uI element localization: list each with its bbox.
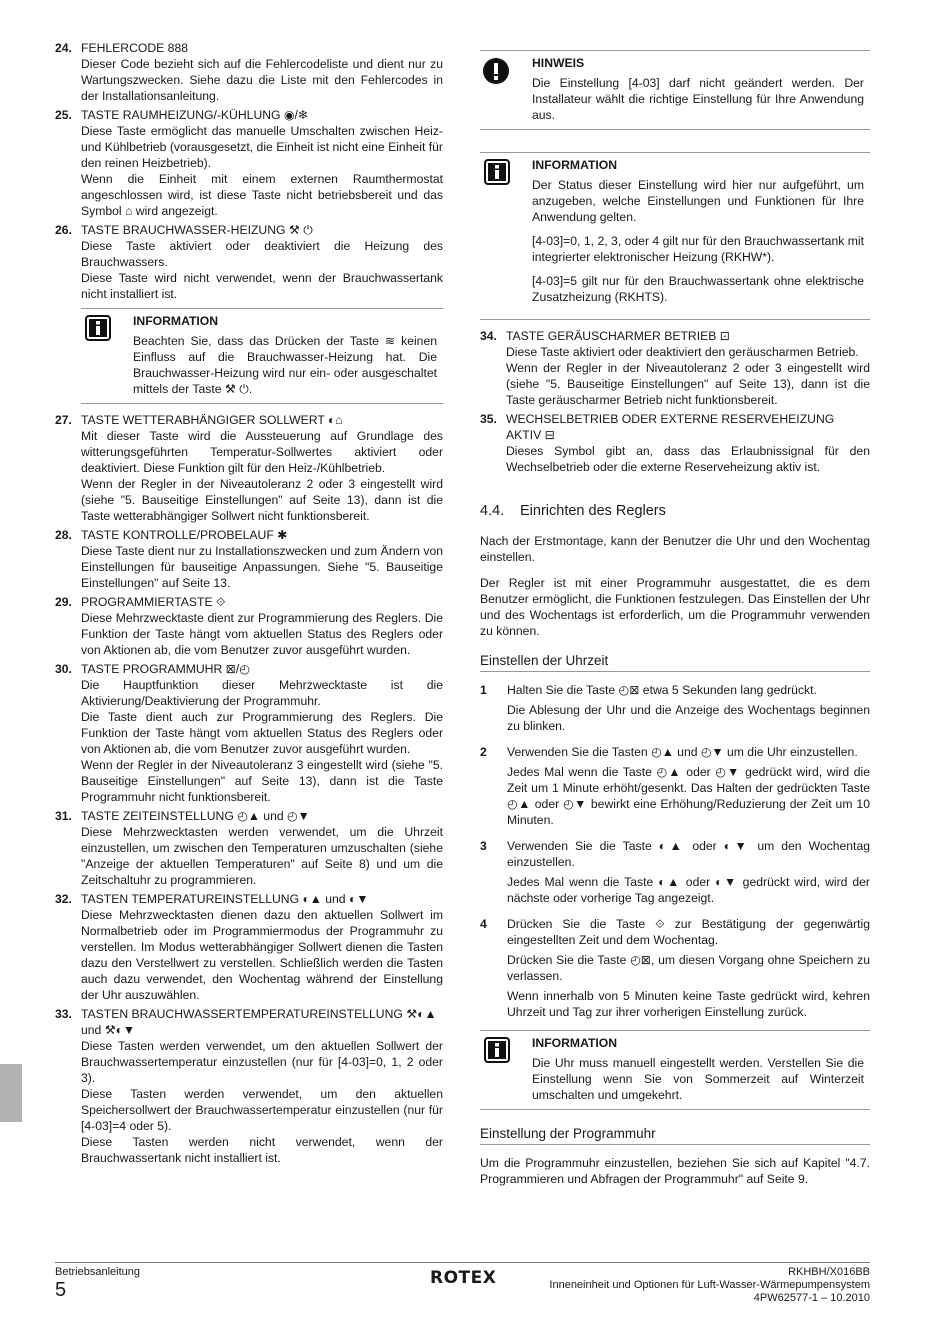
item-heading: TASTE GERÄUSCHARMER BETRIEB ⊡ — [506, 329, 730, 343]
item-text: Wenn die Einheit mit einem externen Raumthermostat angeschlossen wird, ist diese Taste nicht betriebsbereit und das Symbol ⌂ wird angezeigt. — [81, 172, 443, 218]
footer-doc-type: Betriebsanleitung — [55, 1266, 141, 1278]
item-text: Diese Taste aktiviert oder deaktiviert die Heizung des Brauchwassers. — [81, 239, 443, 269]
item-text: Wenn der Regler in der Niveautoleranz 2 oder 3 eingestellt wird (siehe "5. Bauseitige Einstellungen" auf Seite 13), dann ist die Taste wetterabhängiger Sollwert nicht funktionsbereit. — [81, 477, 443, 523]
footer-rule — [55, 1262, 870, 1263]
item-text: Mit dieser Taste wird die Aussteuerung auf Grundlage des witterungsgeführten Temperatur-Sollwertes aktiviert oder deaktiviert. Diese Funktion gilt für den Heiz-/Kühlbetrieb. — [81, 429, 443, 475]
item-text: Wenn der Regler in der Niveautoleranz 2 oder 3 eingestellt wird (siehe "5. Bauseitige Einstellungen" auf Seite 13), dann ist die Taste geräuscharmer Betrieb nicht funktionsbereit. — [506, 361, 870, 407]
item-heading: WECHSELBETRIEB ODER EXTERNE RESERVEHEIZUNG AKTIV ⊟ — [506, 412, 835, 442]
item-text: Diese Tasten werden verwendet, um den aktuellen Speichersollwert der Brauchwassertemperatur einzustellen (nur für [4-03]=4 oder 5). — [81, 1087, 443, 1133]
item-heading: TASTEN BRAUCHWASSERTEMPERATUREINSTELLUNG ⚒◐▲ und ⚒◐▼ — [81, 1007, 437, 1037]
outro-paragraph: Um die Programmuhr einzustellen, beziehen Sie sich auf Kapitel "4.7. Programmieren und Abfragen der Programmuhr" auf Seite 9. — [480, 1156, 870, 1186]
information-note-3 — [480, 1030, 870, 1110]
subheading-program-clock: Einstellung der Programmuhr — [480, 1126, 870, 1145]
list-item — [480, 328, 870, 408]
note-title: INFORMATION — [532, 158, 618, 172]
note-paragraph: [4-03]=5 gilt nur für den Brauchwassertank ohne elektrische Zusatzheizung (RKHTS). — [532, 274, 864, 304]
step-text: Verwenden Sie die Taste ◐▲ oder ◐▼ um den Wochentag einzustellen. — [507, 839, 870, 869]
item-text: Die Hauptfunktion dieser Mehrzwecktaste ist die Aktivierung/Deaktivierung der Programmuhr. — [81, 678, 443, 708]
chapter-tab-marker — [0, 1064, 22, 1122]
list-item — [55, 527, 443, 591]
hinweis-title: HINWEIS — [532, 56, 585, 70]
item-text: Diese Tasten werden nicht verwendet, wenn der Brauchwassertank nicht installiert ist. — [81, 1135, 443, 1165]
item-text: Dieser Code bezieht sich auf die Fehlercodeliste und dient nur zu Wartungszwecken. Siehe dazu die Liste mit den Fehlercodes in der Installationsanleitung. — [81, 57, 443, 103]
list-item — [480, 411, 870, 475]
note-title: INFORMATION — [133, 314, 219, 328]
list-item — [55, 891, 443, 1003]
item-number: 28. — [55, 528, 72, 542]
hinweis-note — [480, 50, 870, 130]
item-text: Diese Taste wird nicht verwendet, wenn der Brauchwassertank nicht installiert ist. — [81, 271, 443, 301]
step-text: Jedes Mal wenn die Taste ◐▲ oder ◐▼ gedrückt wird, wird der nächste oder vorherige Tag angezeigt. — [507, 875, 870, 905]
step-text: Verwenden Sie die Tasten ◴▲ und ◴▼ um die Uhr einzustellen. — [507, 745, 858, 759]
step-item — [480, 744, 870, 828]
step-item — [480, 838, 870, 906]
item-heading: PROGRAMMIERTASTE ⟐ — [81, 595, 226, 609]
item-heading: TASTE RAUMHEIZUNG/-KÜHLUNG ◉/❄ — [81, 108, 309, 122]
warning-icon — [482, 57, 510, 85]
left-column — [55, 40, 443, 1169]
list-item — [55, 40, 443, 104]
intro-paragraph: Der Regler ist mit einer Programmuhr ausgestattet, die es dem Benutzer ermöglicht, die Funktionen festzulegen. Das Einstellen der Uhr und des Wochentags ist erforderlich, um die Programmuhr verwenden zu können. — [480, 576, 870, 638]
item-heading: TASTE PROGRAMMUHR ⊠/◴ — [81, 662, 250, 676]
footer-description: Inneneinheit und Optionen für Luft-Wasser-Wärmepumpensystem — [549, 1279, 870, 1291]
item-number: 27. — [55, 413, 72, 427]
item-heading: TASTE KONTROLLE/PROBELAUF ✱ — [81, 528, 288, 542]
item-text: Dieses Symbol gibt an, dass das Erlaubnissignal für den Wechselbetrieb oder die externe Reserveheizung aktiv ist. — [506, 444, 870, 474]
step-number: 1 — [480, 683, 487, 697]
page-number: 5 — [55, 1279, 67, 1301]
item-heading: TASTE ZEITEINSTELLUNG ◴▲ und ◴▼ — [81, 809, 310, 823]
section-number: 4.4. — [480, 503, 505, 519]
item-number: 34. — [480, 329, 497, 343]
item-number: 29. — [55, 595, 72, 609]
step-text: Halten Sie die Taste ◴⊠ etwa 5 Sekunden lang gedrückt. — [507, 683, 817, 697]
step-number: 4 — [480, 917, 487, 931]
item-number: 31. — [55, 809, 72, 823]
item-number: 30. — [55, 662, 72, 676]
right-column — [480, 40, 870, 1197]
item-number: 25. — [55, 108, 72, 122]
intro-paragraph: Nach der Erstmontage, kann der Benutzer die Uhr und den Wochentag einstellen. — [480, 534, 870, 564]
footer-doc-number: 4PW62577-1 – 10.2010 — [753, 1292, 870, 1304]
item-text: Diese Taste dient nur zu Installationszwecken und zum Ändern von Einstellungen für bauseitige Anpassungen. Siehe "5. Bauseitige Einstellungen" auf Seite 13. — [81, 544, 443, 590]
info-icon — [484, 1037, 510, 1063]
information-note — [81, 308, 443, 404]
item-text: Diese Mehrzwecktasten dienen dazu den aktuellen Sollwert im Normalbetrieb oder im Programmiermodus der Programmuhr zu verstellen. Im Modus wetterabhängiger Sollwert dienen die Tasten dazu den Verstellwert zu verstellen. Schließlich werden die Tasten auch dazu verwendet, den Wochentag während der Einstellung der Uhr auszuwählen. — [81, 908, 443, 1002]
note-paragraph: Der Status dieser Einstellung wird hier nur aufgeführt, um anzugeben, welche Einstellungen und Funktionen für Ihre Anwendung gelten. — [532, 178, 864, 224]
item-text: Wenn der Regler in der Niveautoleranz 3 eingestellt wird (siehe "5. Bauseitige Einstellungen" auf Seite 13), dann ist die Taste Programmuhr nicht funktionsbereit. — [81, 758, 443, 804]
section-title: Einrichten des Reglers — [520, 503, 666, 519]
step-number: 3 — [480, 839, 487, 853]
note-text: Die Uhr muss manuell eingestellt werden. Verstellen Sie die Einstellung wenn Sie von Sommerzeit auf Winterzeit umschalten und umgekehrt. — [532, 1056, 864, 1102]
item-text: Diese Tasten werden verwendet, um den aktuellen Sollwert der Brauchwassertemperatur einzustellen (nur für [4-03]=0, 1, 2 oder 3). — [81, 1039, 443, 1085]
item-text: Diese Mehrzwecktasten werden verwendet, um die Uhrzeit einzustellen, um zwischen den Temperaturen umzuschalten (siehe "Anzeige der aktuellen Temperaturen" auf Seite 8) und um die Zeitschaltuhr zu programmieren. — [81, 825, 443, 887]
footer-doc-info — [490, 1266, 870, 1305]
item-text: Diese Taste aktiviert oder deaktiviert den geräuscharmen Betrieb. — [506, 345, 859, 359]
step-item — [480, 916, 870, 1020]
list-item — [55, 1006, 443, 1166]
item-text: Diese Taste ermöglicht das manuelle Umschalten zwischen Heiz- und Kühlbetrieb (vorausgesetzt, die Einheit ist nicht eine Einheit für den reinen Heizbetrieb). — [81, 124, 443, 170]
item-number: 33. — [55, 1007, 72, 1021]
step-item — [480, 682, 870, 734]
item-heading: TASTE BRAUCHWASSER-HEIZUNG ⚒ ⏻ — [81, 223, 313, 237]
section-heading — [480, 503, 870, 519]
item-text: Die Taste dient auch zur Programmierung des Reglers. Die Funktion der Taste hängt vom aktuellen Status des Reglers oder von Aktionen ab, die vom Benutzer zuvor ausgeführt wurden. — [81, 710, 443, 756]
information-note-2 — [480, 152, 870, 320]
subheading-clock: Einstellen der Uhrzeit — [480, 653, 870, 672]
list-item — [55, 808, 443, 888]
note-title: INFORMATION — [532, 1036, 618, 1050]
item-number: 32. — [55, 892, 72, 906]
list-item — [55, 412, 443, 524]
item-number: 26. — [55, 223, 72, 237]
step-text: Wenn innerhalb von 5 Minuten keine Taste gedrückt wird, kehren Uhrzeit und Tag zur ihrer vorherigen Einstellung zurück. — [507, 989, 870, 1019]
step-text: Die Ablesung der Uhr und die Anzeige des Wochentags beginnen zu blinken. — [507, 703, 870, 733]
list-item — [55, 594, 443, 658]
item-heading: TASTEN TEMPERATUREINSTELLUNG ◐▲ und ◐▼ — [81, 892, 369, 906]
step-text: Jedes Mal wenn die Taste ◴▲ oder ◴▼ gedrückt wird, wird die Zeit um 1 Minute erhöht/gesenkt. Das Halten der gedrückten Taste ◴▲ oder ◴▼ bewirkt eine Erhöhung/Reduzierung der Zeit um 10 Minuten. — [507, 765, 870, 827]
item-text: Diese Mehrzwecktaste dient zur Programmierung des Reglers. Die Funktion der Taste hängt vom aktuellen Status des Reglers oder von Aktionen ab, die vom Benutzer zuvor ausgeführt wurden. — [81, 611, 443, 657]
item-heading: FEHLERCODE 888 — [81, 41, 189, 55]
note-paragraph: [4-03]=0, 1, 2, 3, oder 4 gilt nur für den Brauchwassertank mit integrierter elektronischer Heizung (RKHW*). — [532, 234, 864, 264]
list-item — [55, 107, 443, 219]
step-text: Drücken Sie die Taste ⟐ zur Bestätigung der gegenwärtig eingestellten Zeit und dem Wochentag. — [507, 917, 870, 947]
list-item — [55, 661, 443, 805]
item-number: 24. — [55, 41, 72, 55]
list-item — [55, 222, 443, 302]
footer-model: RKHBH/X016BB — [788, 1266, 870, 1278]
info-icon — [484, 159, 510, 185]
brand-logo: ROTEX — [430, 1268, 497, 1288]
note-text: Beachten Sie, dass das Drücken der Taste ≋ keinen Einfluss auf die Brauchwasser-Heizung hat. Die Brauchwasser-Heizung wird nur ein- oder ausgeschaltet mittels der Taste ⚒ ⏻. — [133, 334, 437, 396]
step-number: 2 — [480, 745, 487, 759]
info-icon — [85, 315, 111, 341]
hinweis-text: Die Einstellung [4-03] darf nicht geändert werden. Der Installateur wählt die richtige Einstellung für Ihre Anwendung aus. — [532, 76, 864, 122]
item-heading: TASTE WETTERABHÄNGIGER SOLLWERT ◐⌂ — [81, 413, 343, 427]
item-number: 35. — [480, 412, 497, 426]
step-text: Drücken Sie die Taste ◴⊠, um diesen Vorgang ohne Speichern zu verlassen. — [507, 953, 870, 983]
